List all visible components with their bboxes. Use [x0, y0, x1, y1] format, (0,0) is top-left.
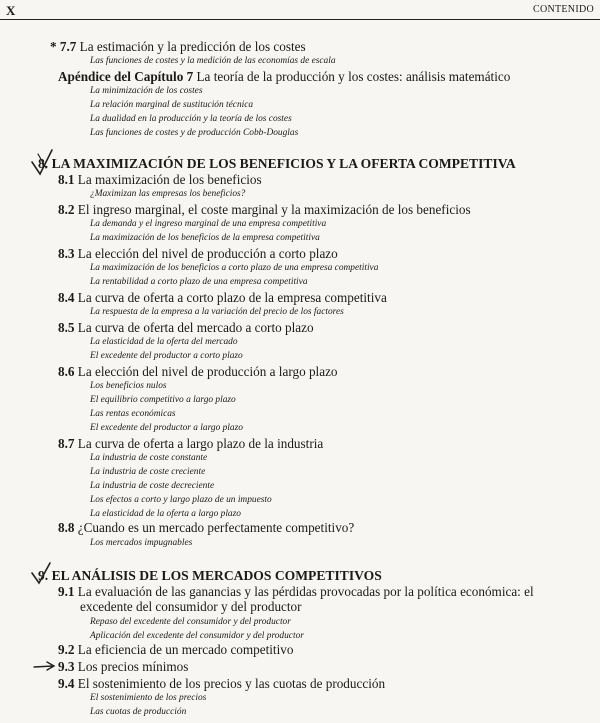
- subsection-title: La maximización de los beneficios de la empresa competitiva: [90, 233, 320, 243]
- subsection-entry: [90, 423, 243, 433]
- subsection-entry: [90, 453, 207, 463]
- section-entry: [58, 436, 323, 452]
- appendix-title: La teoría de la producción y los costes: análisis matemático: [193, 69, 511, 84]
- subsection-entry: [90, 538, 192, 548]
- subsection-title: La industria de coste constante: [90, 453, 208, 463]
- section-number: 8.7: [58, 436, 75, 451]
- chapter-heading: [38, 568, 382, 584]
- subsection-entry: [90, 307, 344, 317]
- chapter-title: LA MAXIMIZACIÓN DE LOS BENEFICIOS Y LA OFERTA COMPETITIVA: [48, 156, 516, 171]
- subsection-entry: [90, 100, 253, 110]
- subsection-title: Los beneficios nulos: [90, 381, 167, 391]
- subsection-title: Las funciones de costes y de producción Cobb-Douglas: [90, 128, 299, 138]
- section-number: 8.6: [58, 364, 75, 379]
- section-title: El ingreso marginal, el coste marginal y la maximización de los beneficios: [74, 202, 471, 217]
- section-entry: [58, 172, 262, 188]
- subsection-entry: [90, 707, 186, 717]
- subsection-title: La industria de coste decreciente: [90, 481, 215, 491]
- subsection-entry: [90, 277, 308, 287]
- subsection-title: El excedente del productor a corto plazo: [90, 351, 243, 361]
- chapter-number: 9.: [38, 568, 49, 583]
- section-entry: [58, 520, 354, 536]
- handwritten-arrow-mark: [33, 660, 57, 672]
- subsection-entry: [90, 114, 292, 124]
- section-entry: [58, 676, 385, 692]
- section-number: 9.2: [58, 642, 75, 657]
- section-entry: [58, 642, 293, 658]
- section-number: 9.3: [58, 659, 75, 674]
- subsection-title: La maximización de los beneficios a corto plazo de una empresa competitiva: [90, 263, 379, 273]
- subsection-title: Las rentas económicas: [90, 409, 176, 419]
- section-entry: [58, 320, 314, 336]
- subsection-title: Las cuotas de producción: [90, 707, 187, 717]
- subsection-entry: [90, 219, 326, 229]
- section-number: 7.7: [59, 39, 77, 54]
- subsection-entry: [90, 481, 214, 491]
- section-entry: [58, 364, 338, 380]
- section-title: La estimación y la predicción de los costes: [76, 39, 306, 54]
- section-title: La evaluación de las ganancias y las pérdidas provocadas por la política económica: el: [74, 584, 534, 599]
- subsection-title: El excedente del productor a largo plazo: [90, 423, 243, 433]
- subsection-title: El equilibrio competitivo a largo plazo: [90, 395, 236, 405]
- section-title: El sostenimiento de los precios y las cuotas de producción: [74, 676, 386, 691]
- section-entry: [50, 39, 306, 55]
- appendix-entry: [58, 69, 510, 85]
- subsection-title: La industria de coste creciente: [90, 467, 206, 477]
- subsection-entry: [90, 263, 378, 273]
- section-entry: [80, 599, 302, 615]
- page-number: X: [6, 3, 16, 18]
- subsection-title: ¿Maximizan las empresas los beneficios?: [90, 189, 246, 199]
- subsection-entry: [90, 693, 206, 703]
- subsection-title: La demanda y el ingreso marginal de una empresa competitiva: [90, 219, 327, 229]
- section-number: 8.2: [58, 202, 75, 217]
- subsection-entry: [90, 337, 238, 347]
- subsection-entry: [90, 467, 205, 477]
- subsection-entry: [90, 395, 236, 405]
- subsection-title: La minimización de los costes: [90, 86, 203, 96]
- subsection-entry: [90, 631, 304, 641]
- section-title: La curva de oferta del mercado a corto plazo: [74, 320, 314, 335]
- section-title: La maximización de los beneficios: [74, 172, 262, 187]
- subsection-title: Los efectos a corto y largo plazo de un impuesto: [90, 495, 272, 505]
- section-entry: [58, 290, 387, 306]
- subsection-entry: [90, 495, 272, 505]
- section-title: ¿Cuando es un mercado perfectamente competitivo?: [74, 520, 355, 535]
- subsection-entry: [90, 381, 167, 391]
- appendix-label: Apéndice del Capítulo 7: [58, 69, 194, 84]
- section-number: 9.1: [58, 584, 75, 599]
- subsection-title: La elasticidad de la oferta del mercado: [90, 337, 238, 347]
- subsection-entry: [90, 509, 241, 519]
- subsection-entry: [90, 409, 176, 419]
- subsection-entry: [90, 56, 336, 66]
- section-title: La elección del nivel de producción a largo plazo: [74, 364, 338, 379]
- subsection-title: Aplicación del excedente del consumidor y del productor: [90, 631, 304, 641]
- chapter-title: EL ANÁLISIS DE LOS MERCADOS COMPETITIVOS: [48, 568, 382, 583]
- section-title: La curva de oferta a corto plazo de la empresa competitiva: [74, 290, 387, 305]
- subsection-title: La rentabilidad a corto plazo de una empresa competitiva: [90, 277, 308, 287]
- subsection-title: Los mercados impugnables: [90, 538, 193, 548]
- subsection-entry: [90, 86, 203, 96]
- section-number: 8.5: [58, 320, 75, 335]
- handwritten-check-mark-9: [30, 561, 54, 587]
- subsection-entry: [90, 351, 243, 361]
- subsection-entry: [90, 617, 291, 627]
- subsection-title: La respuesta de la empresa a la variación del precio de los factores: [90, 307, 344, 317]
- section-title: excedente del consumidor y del productor: [80, 599, 302, 614]
- section-entry: [58, 659, 188, 675]
- section-title: La eficiencia de un mercado competitivo: [74, 642, 294, 657]
- chapter-number: 8.: [38, 156, 49, 171]
- optional-section-marker: *: [50, 39, 60, 54]
- subsection-title: La relación marginal de sustitución técnica: [90, 100, 254, 110]
- section-entry: [58, 584, 534, 600]
- section-title: La curva de oferta a largo plazo de la industria: [74, 436, 324, 451]
- subsection-title: Repaso del excedente del consumidor y del productor: [90, 617, 291, 627]
- running-head: CONTENIDO: [532, 4, 594, 15]
- section-entry: [58, 202, 471, 218]
- subsection-title: La elasticidad de la oferta a largo plazo: [90, 509, 241, 519]
- subsection-entry: [90, 233, 320, 243]
- subsection-entry: [90, 128, 298, 138]
- section-number: 8.8: [58, 520, 75, 535]
- section-number: 8.3: [58, 246, 75, 261]
- subsection-entry: [90, 189, 245, 199]
- subsection-title: La dualidad en la producción y la teoría de los costes: [90, 114, 292, 124]
- section-number: 9.4: [58, 676, 75, 691]
- section-number: 8.1: [58, 172, 75, 187]
- chapter-heading: [38, 156, 516, 172]
- subsection-title: El sostenimiento de los precios: [90, 693, 207, 703]
- section-title: Los precios mínimos: [74, 659, 189, 674]
- section-title: La elección del nivel de producción a corto plazo: [74, 246, 338, 261]
- subsection-title: Las funciones de costes y la medición de las economías de escala: [90, 56, 336, 66]
- handwritten-check-mark-8: [30, 148, 56, 178]
- section-number: 8.4: [58, 290, 75, 305]
- section-entry: [58, 246, 338, 262]
